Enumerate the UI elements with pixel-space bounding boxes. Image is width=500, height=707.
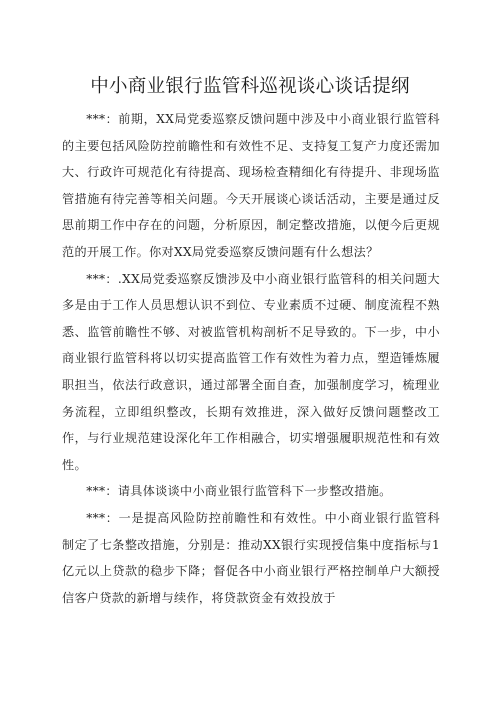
paragraph: ***：前期，XX局党委巡察反馈问题中涉及中小商业银行监管科的主要包括风险防控前瞻性和有效性不足、支持复工复产力度还需加大、行政许可规范化有待提高、现场检查精细化有待提升、非现场监管措施有待完善等相关问题。今天开展谈心谈话活动，主要是通过反思前期工作中存在的问题，分析原因，制定整改措施，以便今后更规范的开展工作。你对XX局党委巡察反馈问题有什么想法？ bbox=[62, 112, 440, 259]
paragraph: ***：.XX局党委巡察反馈涉及中小商业银行监管科的相关问题大多是由于工作人员思想认识不到位、专业素质不过硬、制度流程不熟悉、监管前瞻性不够、对被监管机构剖析不足导致的。下一步，中小商业银行监管科将以切实提高监管工作有效性为着力点，塑造锤炼履职担当，依法行政意识，通过部署全面自查，加强制度学习，梳理业务流程，立即组织整改，长期有效推进，深入做好反馈问题整改工作，与行业规范建设深化年工作相融合，切实增强履职规范性和有效性。 bbox=[62, 271, 440, 472]
document-title: 中小商业银行监管科巡视谈心谈话提纲 bbox=[90, 76, 410, 97]
paragraph: ***：请具体谈谈中小商业银行监管科下一步整改措施。 bbox=[86, 484, 392, 499]
paragraph: ***：一是提高风险防控前瞻性和有效性。中小商业银行监管科制定了七条整改措施，分别是：推动XX银行实现授信集中度指标与1亿元以上贷款的稳步下降；督促各中小商业银行严格控制单户大额授信客户贷款的新增与续作，将贷款资金有效投放于 bbox=[62, 510, 440, 605]
document-body bbox=[62, 106, 440, 611]
